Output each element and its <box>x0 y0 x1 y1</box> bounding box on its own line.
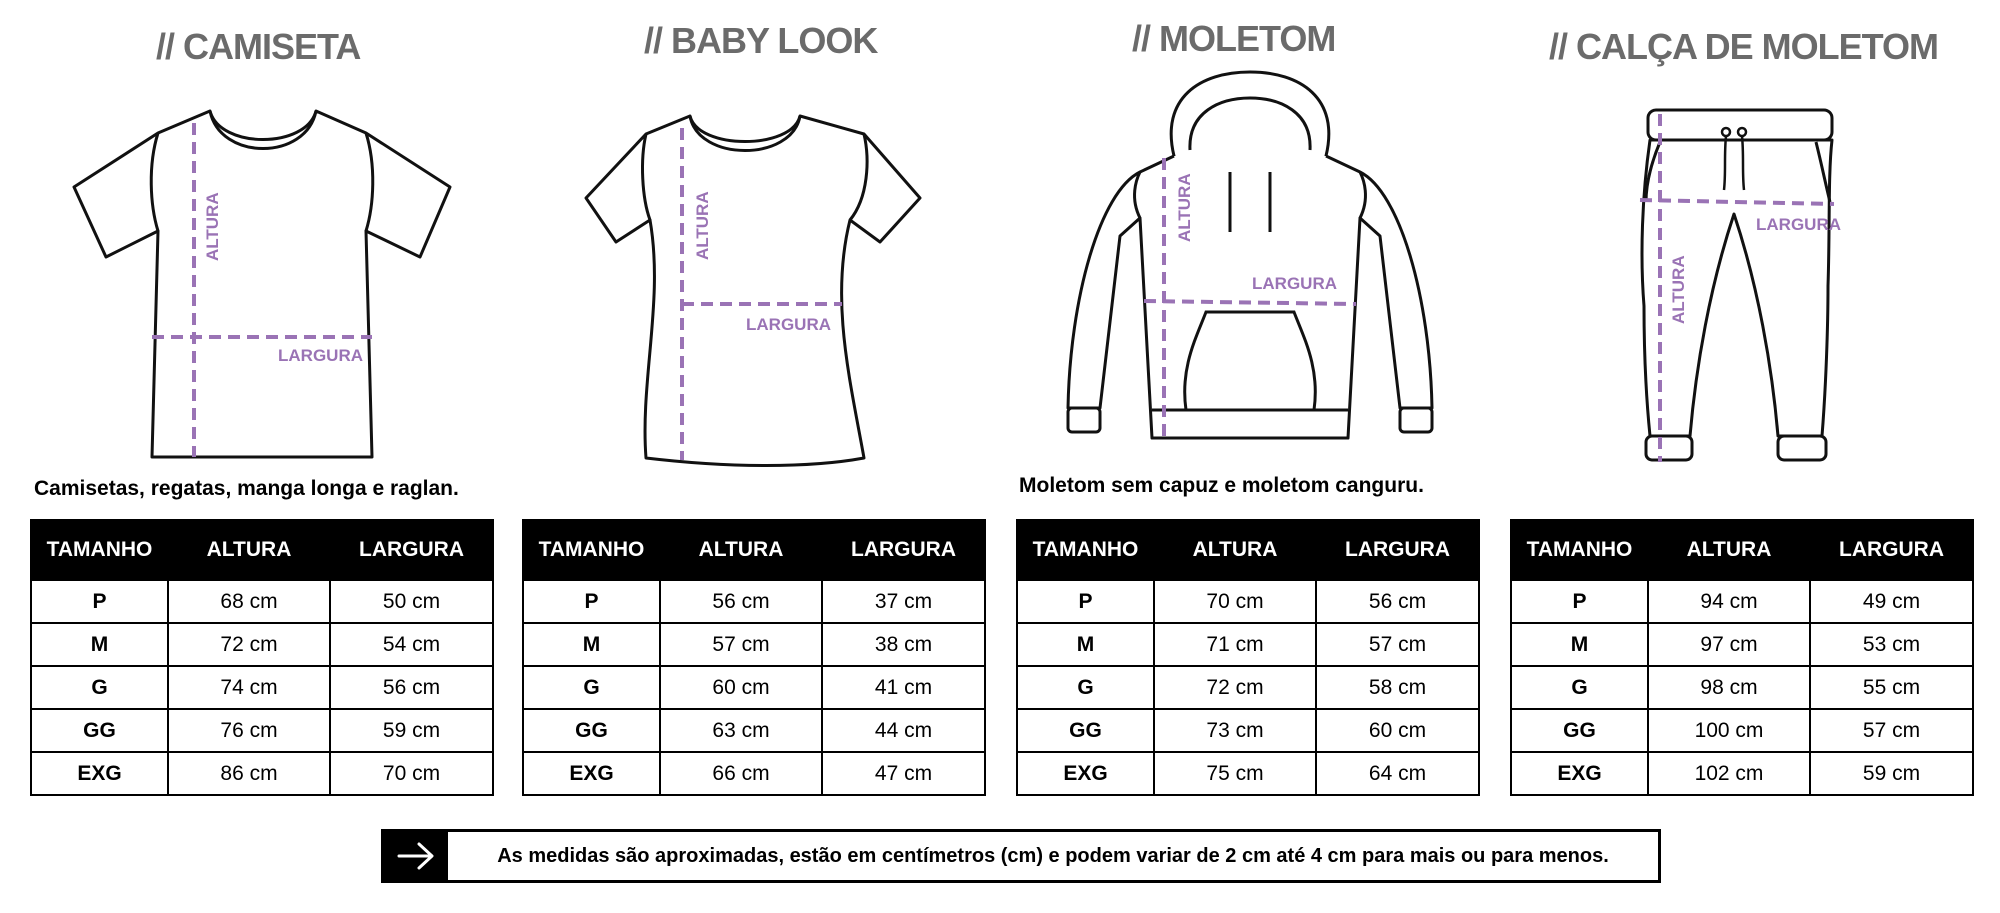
width-cell: 59 cm <box>1810 752 1973 795</box>
width-label: LARGURA <box>1252 274 1337 293</box>
height-cell: 102 cm <box>1648 752 1810 795</box>
table-row <box>31 752 493 795</box>
width-cell: 56 cm <box>1316 580 1479 623</box>
size-cell: EXG <box>1511 752 1648 795</box>
width-cell: 64 cm <box>1316 752 1479 795</box>
size-table-calca-de-moletom <box>1510 519 1974 796</box>
size-cell: EXG <box>31 752 168 795</box>
header-height: ALTURA <box>660 520 822 580</box>
table-row <box>1017 666 1479 709</box>
table-row <box>1017 752 1479 795</box>
size-table-moletom <box>1016 519 1480 796</box>
width-cell: 57 cm <box>1316 623 1479 666</box>
table-row <box>523 666 985 709</box>
height-cell: 97 cm <box>1648 623 1810 666</box>
header-size: TAMANHO <box>31 520 168 580</box>
caption-camiseta: Camisetas, regatas, manga longa e raglan. <box>34 477 459 500</box>
width-cell: 70 cm <box>330 752 493 795</box>
size-cell: G <box>31 666 168 709</box>
width-label: LARGURA <box>1756 215 1841 234</box>
title-moletom: // MOLETOM <box>1132 18 1336 59</box>
height-cell: 86 cm <box>168 752 330 795</box>
height-cell: 57 cm <box>660 623 822 666</box>
size-cell: M <box>1511 623 1648 666</box>
width-cell: 57 cm <box>1810 709 1973 752</box>
measurement-note <box>381 829 1661 883</box>
table-row <box>31 709 493 752</box>
width-cell: 55 cm <box>1810 666 1973 709</box>
width-cell: 49 cm <box>1810 580 1973 623</box>
header-height: ALTURA <box>168 520 330 580</box>
height-cell: 74 cm <box>168 666 330 709</box>
size-cell: M <box>1017 623 1154 666</box>
table-row <box>31 580 493 623</box>
height-cell: 71 cm <box>1154 623 1316 666</box>
table-row <box>1511 623 1973 666</box>
size-cell: G <box>523 666 660 709</box>
title-baby-look: // BABY LOOK <box>644 20 878 61</box>
table-row <box>1511 709 1973 752</box>
sweatpants-icon <box>1620 106 1860 466</box>
header-width: LARGURA <box>330 520 493 580</box>
size-cell: P <box>1017 580 1154 623</box>
table-row <box>1511 666 1973 709</box>
size-cell: EXG <box>1017 752 1154 795</box>
height-cell: 94 cm <box>1648 580 1810 623</box>
table-row <box>1017 623 1479 666</box>
size-cell: P <box>31 580 168 623</box>
size-cell: GG <box>1511 709 1648 752</box>
header-size: TAMANHO <box>523 520 660 580</box>
header-width: LARGURA <box>1810 520 1973 580</box>
table-row <box>1017 709 1479 752</box>
height-cell: 68 cm <box>168 580 330 623</box>
height-cell: 66 cm <box>660 752 822 795</box>
height-label: ALTURA <box>1669 255 1688 324</box>
size-cell: GG <box>523 709 660 752</box>
height-cell: 73 cm <box>1154 709 1316 752</box>
size-table-camiseta <box>30 519 494 796</box>
size-cell: M <box>31 623 168 666</box>
width-label: LARGURA <box>278 346 363 365</box>
table-row <box>523 709 985 752</box>
note-text: As medidas são aproximadas, estão em centímetros (cm) e podem variar de 2 cm até 4 cm para mais ou para menos. <box>497 844 1609 867</box>
table-row <box>31 666 493 709</box>
header-height: ALTURA <box>1648 520 1810 580</box>
table-row <box>1511 752 1973 795</box>
baby-look-shirt-icon <box>580 110 930 470</box>
width-cell: 60 cm <box>1316 709 1479 752</box>
header-width: LARGURA <box>822 520 985 580</box>
table-row <box>31 623 493 666</box>
width-cell: 56 cm <box>330 666 493 709</box>
height-label: ALTURA <box>203 192 222 261</box>
height-cell: 72 cm <box>1154 666 1316 709</box>
header-width: LARGURA <box>1316 520 1479 580</box>
width-cell: 41 cm <box>822 666 985 709</box>
width-cell: 54 cm <box>330 623 493 666</box>
width-cell: 44 cm <box>822 709 985 752</box>
width-cell: 50 cm <box>330 580 493 623</box>
tshirt-icon <box>70 105 460 465</box>
height-cell: 63 cm <box>660 709 822 752</box>
width-cell: 53 cm <box>1810 623 1973 666</box>
table-row <box>1017 580 1479 623</box>
height-cell: 56 cm <box>660 580 822 623</box>
size-cell: GG <box>31 709 168 752</box>
header-size: TAMANHO <box>1511 520 1648 580</box>
height-cell: 98 cm <box>1648 666 1810 709</box>
height-label: ALTURA <box>693 191 712 260</box>
width-cell: 58 cm <box>1316 666 1479 709</box>
size-cell: GG <box>1017 709 1154 752</box>
width-cell: 59 cm <box>330 709 493 752</box>
height-label: ALTURA <box>1175 173 1194 242</box>
size-cell: EXG <box>523 752 660 795</box>
height-cell: 76 cm <box>168 709 330 752</box>
size-cell: G <box>1017 666 1154 709</box>
height-cell: 100 cm <box>1648 709 1810 752</box>
table-row <box>523 580 985 623</box>
size-cell: P <box>1511 580 1648 623</box>
size-cell: M <box>523 623 660 666</box>
header-height: ALTURA <box>1154 520 1316 580</box>
height-cell: 72 cm <box>168 623 330 666</box>
width-cell: 37 cm <box>822 580 985 623</box>
table-row <box>1511 580 1973 623</box>
header-size: TAMANHO <box>1017 520 1154 580</box>
width-cell: 38 cm <box>822 623 985 666</box>
arrow-right-icon <box>384 832 448 880</box>
hoodie-icon <box>1060 68 1440 448</box>
size-cell: P <box>523 580 660 623</box>
title-camiseta: // CAMISETA <box>156 26 361 67</box>
table-row <box>523 752 985 795</box>
size-cell: G <box>1511 666 1648 709</box>
height-cell: 75 cm <box>1154 752 1316 795</box>
height-cell: 60 cm <box>660 666 822 709</box>
width-label: LARGURA <box>746 315 831 334</box>
height-cell: 70 cm <box>1154 580 1316 623</box>
title-calca-de-moletom: // CALÇA DE MOLETOM <box>1549 26 1938 67</box>
width-cell: 47 cm <box>822 752 985 795</box>
size-table-baby-look <box>522 519 986 796</box>
table-row <box>523 623 985 666</box>
caption-moletom: Moletom sem capuz e moletom canguru. <box>1019 474 1424 497</box>
